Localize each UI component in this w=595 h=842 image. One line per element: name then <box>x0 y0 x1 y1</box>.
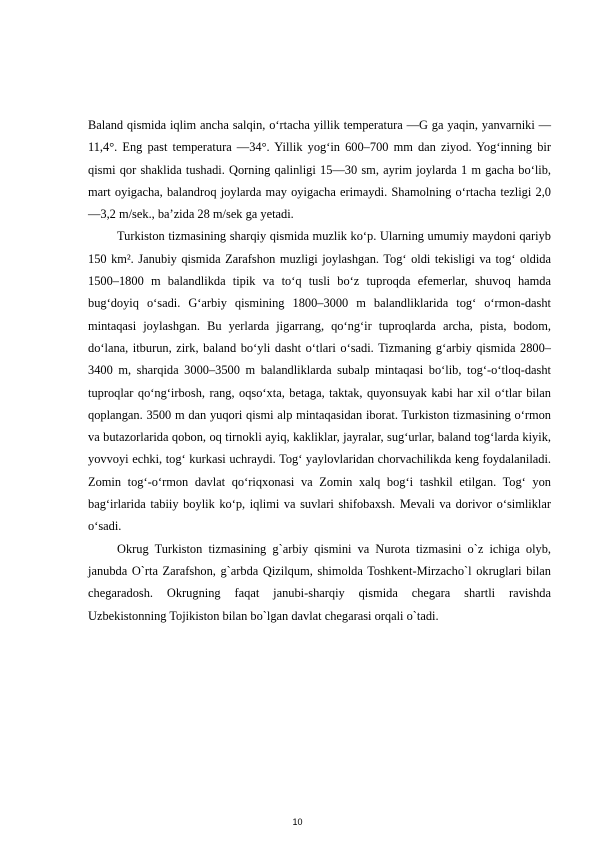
paragraph-turkiston-range: Turkiston tizmasining sharqiy qismida muzlik ko‘p. Ularning umumiy maydoni qariyb 150 km². Janubiy qismida Zarafshon muzligi joylashgan. Tog‘ oldi tekisligi va tog‘ oldida 1500–1800 m balandlikda tipik va to‘q tusli bo‘z tuproqda efemerlar, shuvoq hamda bug‘doyiq o‘sadi. G‘arbiy qismining 1800–3000 m balandliklarida tog‘ o‘rmon-dasht mintaqasi joylashgan. Bu yerlarda jigarrang, qo‘ng‘ir tuproqlarda archa, pista, bodom, do‘lana, itburun, zirk, baland bo‘yli dasht o‘tlari o‘sadi. Tizmaning g‘arbiy qismida 2800– 3400 m, sharqida 3000–3500 m balandliklarda subalp mintaqasi bo‘lib, tog‘-o‘tloq-dasht tuproqlar qo‘ng‘irbosh, rang, oqso‘xta, betaga, taktak, quyonsuyak kabi har xil o‘tlar bilan qoplangan. 3500 m dan yuqori qismi alp mintaqasidan iborat. Turkiston tizmasining o‘rmon va butazorlarida qobon, oq tirnokli ayiq, kakliklar, jayralar, sug‘urlar, baland tog‘larda kiyik, yovvoyi echki, tog‘ kurkasi uchraydi. Tog‘ yaylovlaridan chorvachilikda keng foydalaniladi. Zomin tog‘-o‘rmon davlat qo‘riqxonasi va Zomin xalq bog‘i tashkil etilgan. Tog‘ yon bag‘irlarida tabiiy boylik ko‘p, iqlimi va suvlari shifobaxsh. Mevali va dorivor o‘simliklar o‘sadi. <box>88 229 551 534</box>
page-number: 10 <box>292 817 303 827</box>
paragraph-climate: Baland qismida iqlim ancha salqin, o‘rtacha yillik temperatura —G ga yaqin, yanvarniki — 11,4°. Eng past temperatura —34°. Yillik yog‘in 600–700 mm dan ziyod. Yog‘inning bir qismi qor shaklida tushadi. Qorning qalinligi 15—30 sm, ayrim joylarda 1 m gacha bo‘lib, mart oyigacha, balandroq joylarda may oyigacha erimaydi. Shamolning o‘rtacha tezligi 2,0—3,2 m/sek., ba’zida 28 m/sek ga yetadi. <box>88 118 551 222</box>
paragraph-okrug-borders: Okrug Turkiston tizmasining g`arbiy qismini va Nurota tizmasini o`z ichiga olyb, janubda O`rta Zarafshon, g`arbda Qizilqum, shimolda Toshkent-Mirzacho`l okruglari bilan chegaradosh. Okrugning faqat janubi-sharqiy qismida chegara shartli ravishda Uzbekistonning Tojikiston bilan bo`lgan davlat chegarasi orqali o`tadi. <box>88 541 551 623</box>
document-body <box>88 114 551 627</box>
